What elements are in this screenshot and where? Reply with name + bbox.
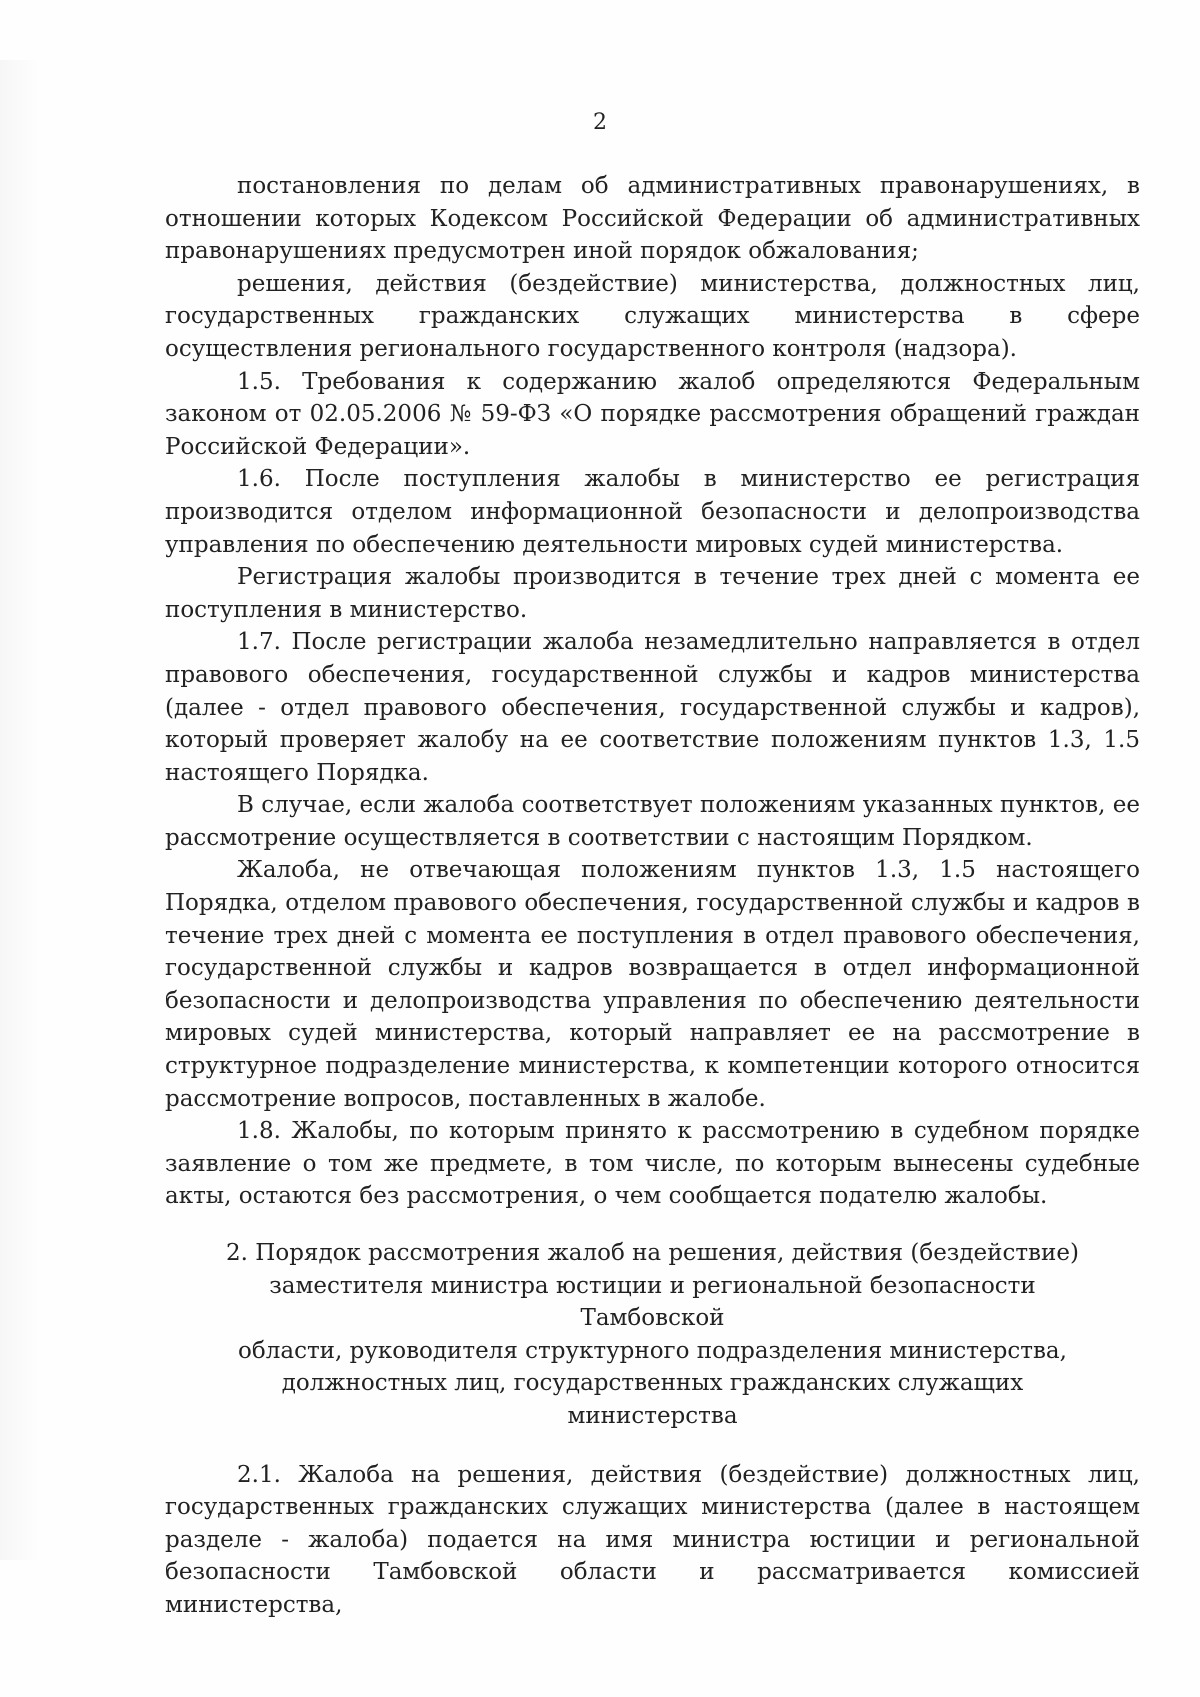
- section-2-title: [165, 1237, 1140, 1433]
- page-number: 2: [593, 110, 607, 135]
- section-title-line-2: заместителя министра юстиции и региональной безопасности Тамбовской: [269, 1272, 1036, 1332]
- paragraph-registration: Регистрация жалобы производится в течение трех дней с момента ее поступления в министерство.: [165, 564, 1140, 623]
- paragraph-1-7: 1.7. После регистрации жалоба незамедлительно направляется в отдел правового обеспечения, государственной службы и кадров министерства (далее - отдел правового обеспечения, государственной службы и кадров), который проверяет жалобу на ее соответствие положениям пунктов 1.3, 1.5 настоящего Порядка.: [165, 629, 1140, 786]
- paragraph-2-1: 2.1. Жалоба на решения, действия (бездействие) должностных лиц, государственных гражданских служащих министерства (далее в настоящем разделе - жалоба) подается на имя министра юстиции и региональной безопасности Тамбовской области и рассматривается комиссией министерства,: [165, 1461, 1140, 1618]
- paragraph-1: постановления по делам об административных правонарушениях, в отношении которых Кодексом Российской Федерации об административных правонарушениях предусмотрен иной порядок обжалования;: [165, 173, 1140, 265]
- document-body: [165, 170, 1140, 1622]
- paragraph-1-5: 1.5. Требования к содержанию жалоб определяются Федеральным законом от 02.05.2006 № 59-ФЗ «О порядке рассмотрения обращений граждан Российской Федерации».: [165, 368, 1140, 460]
- scan-edge-shading: [0, 60, 40, 1560]
- section-title-line-1: 2. Порядок рассмотрения жалоб на решения, действия (бездействие): [226, 1240, 1079, 1266]
- paragraph-1-6: 1.6. После поступления жалобы в министерство ее регистрация производится отделом информационной безопасности и делопроизводства управления по обеспечению деятельности мировых судей министерства.: [165, 466, 1140, 558]
- paragraph-1-8: 1.8. Жалобы, по которым принято к рассмотрению в судебном порядке заявление о том же предмете, в том числе, по которым вынесены судебные акты, остаются без рассмотрения, о чем сообщается подателю жалобы.: [165, 1118, 1140, 1210]
- paragraph-2: решения, действия (бездействие) министерства, должностных лиц, государственных гражданских служащих министерства в сфере осуществления регионального государственного контроля (надзора).: [165, 270, 1140, 362]
- paragraph-noncompliance: Жалоба, не отвечающая положениям пунктов 1.3, 1.5 настоящего Порядка, отделом правового обеспечения, государственной службы и кадров в течение трех дней с момента ее поступления в отдел правового обеспечения, государственной службы и кадров возвращается в отдел информационной безопасности и делопроизводства управления по обеспечению деятельности мировых судей министерства, который направляет ее на рассмотрение в структурное подразделение министерства, к компетенции которого относится рассмотрение вопросов, поставленных в жалобе.: [165, 857, 1140, 1112]
- paragraph-compliance: В случае, если жалоба соответствует положениям указанных пунктов, ее рассмотрение осуществляется в соответствии с настоящим Порядком.: [165, 792, 1140, 851]
- section-title-line-4: должностных лиц, государственных гражданских служащих министерства: [281, 1370, 1024, 1429]
- section-title-line-3: области, руководителя структурного подразделения министерства,: [238, 1337, 1067, 1364]
